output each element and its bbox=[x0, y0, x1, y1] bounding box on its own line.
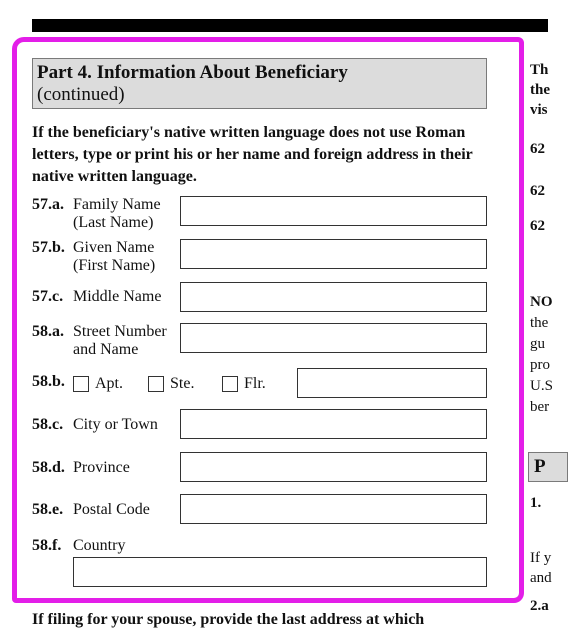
field-number: 57.a. bbox=[32, 196, 64, 213]
flr-option[interactable] bbox=[222, 375, 266, 393]
instructions-text: If the beneficiary's native written language does not use Roman letters, type or print his or her name and foreign address in their native written language. bbox=[32, 124, 473, 185]
ste-label: Ste. bbox=[170, 375, 195, 392]
field-label-line2: and Name bbox=[73, 341, 139, 358]
field-label: Postal Code bbox=[73, 501, 150, 518]
right-col-item: 62 bbox=[530, 218, 545, 234]
field-label: Street Number bbox=[73, 323, 167, 340]
province-input[interactable] bbox=[180, 452, 487, 482]
right-col-text: Th bbox=[530, 62, 549, 78]
field-number: 57.b. bbox=[32, 239, 65, 256]
right-col-text: the bbox=[530, 82, 550, 98]
field-label: Given Name bbox=[73, 239, 155, 256]
bottom-instruction: If filing for your spouse, provide the last address at which bbox=[32, 611, 425, 628]
field-label: Province bbox=[73, 459, 130, 476]
right-col-text: pro bbox=[530, 357, 550, 373]
part-title: Part 4. Information About Beneficiary bbox=[37, 62, 348, 83]
middle-name-row bbox=[32, 282, 492, 322]
street-input[interactable] bbox=[180, 323, 487, 353]
field-label: Country bbox=[73, 537, 126, 554]
ste-option[interactable] bbox=[148, 375, 194, 393]
unit-type-row bbox=[32, 366, 492, 406]
unit-number-input[interactable] bbox=[297, 368, 487, 398]
right-col-text: ber bbox=[530, 399, 550, 415]
country-row bbox=[32, 537, 492, 593]
field-number: 58.c. bbox=[32, 416, 64, 433]
right-col-item: 62 bbox=[530, 141, 545, 157]
right-col-text: and bbox=[530, 570, 552, 586]
part-header bbox=[32, 58, 487, 109]
part-subtitle: (continued) bbox=[37, 84, 125, 105]
field-number: 57.c. bbox=[32, 288, 64, 305]
apt-label: Apt. bbox=[95, 375, 123, 392]
given-name-input[interactable] bbox=[180, 239, 487, 269]
middle-name-input[interactable] bbox=[180, 282, 487, 312]
province-row bbox=[32, 451, 492, 491]
right-col-item: 1. bbox=[530, 495, 542, 511]
field-label-line2: (Last Name) bbox=[73, 214, 154, 231]
right-col-text: If y bbox=[530, 550, 552, 566]
street-row bbox=[32, 323, 492, 363]
flr-checkbox[interactable] bbox=[222, 376, 238, 392]
city-row bbox=[32, 408, 492, 448]
right-col-text: U.S bbox=[530, 378, 553, 394]
right-col-text: vis bbox=[530, 102, 548, 118]
field-label-line2: (First Name) bbox=[73, 257, 156, 274]
field-number: 58.f. bbox=[32, 537, 62, 554]
postal-code-row bbox=[32, 494, 492, 534]
top-rule bbox=[32, 19, 548, 32]
postal-code-input[interactable] bbox=[180, 494, 487, 524]
family-name-row bbox=[32, 196, 492, 236]
right-col-note: NO bbox=[530, 294, 553, 310]
field-number: 58.d. bbox=[32, 459, 65, 476]
right-part-header: P bbox=[528, 452, 568, 482]
right-col-text: the bbox=[530, 315, 549, 331]
field-label: Family Name bbox=[73, 196, 161, 213]
field-label: City or Town bbox=[73, 416, 158, 433]
field-number: 58.a. bbox=[32, 323, 64, 340]
field-label: Middle Name bbox=[73, 288, 162, 305]
apt-option[interactable] bbox=[73, 375, 123, 393]
field-number: 58.b. bbox=[32, 373, 65, 390]
flr-label: Flr. bbox=[244, 375, 266, 392]
city-input[interactable] bbox=[180, 409, 487, 439]
ste-checkbox[interactable] bbox=[148, 376, 164, 392]
right-col-text: gu bbox=[530, 336, 545, 352]
field-number: 58.e. bbox=[32, 501, 64, 518]
right-col-item: 2.a bbox=[530, 598, 549, 614]
right-col-item: 62 bbox=[530, 183, 545, 199]
family-name-input[interactable] bbox=[180, 196, 487, 226]
given-name-row bbox=[32, 239, 492, 279]
apt-checkbox[interactable] bbox=[73, 376, 89, 392]
country-input[interactable] bbox=[73, 557, 487, 587]
